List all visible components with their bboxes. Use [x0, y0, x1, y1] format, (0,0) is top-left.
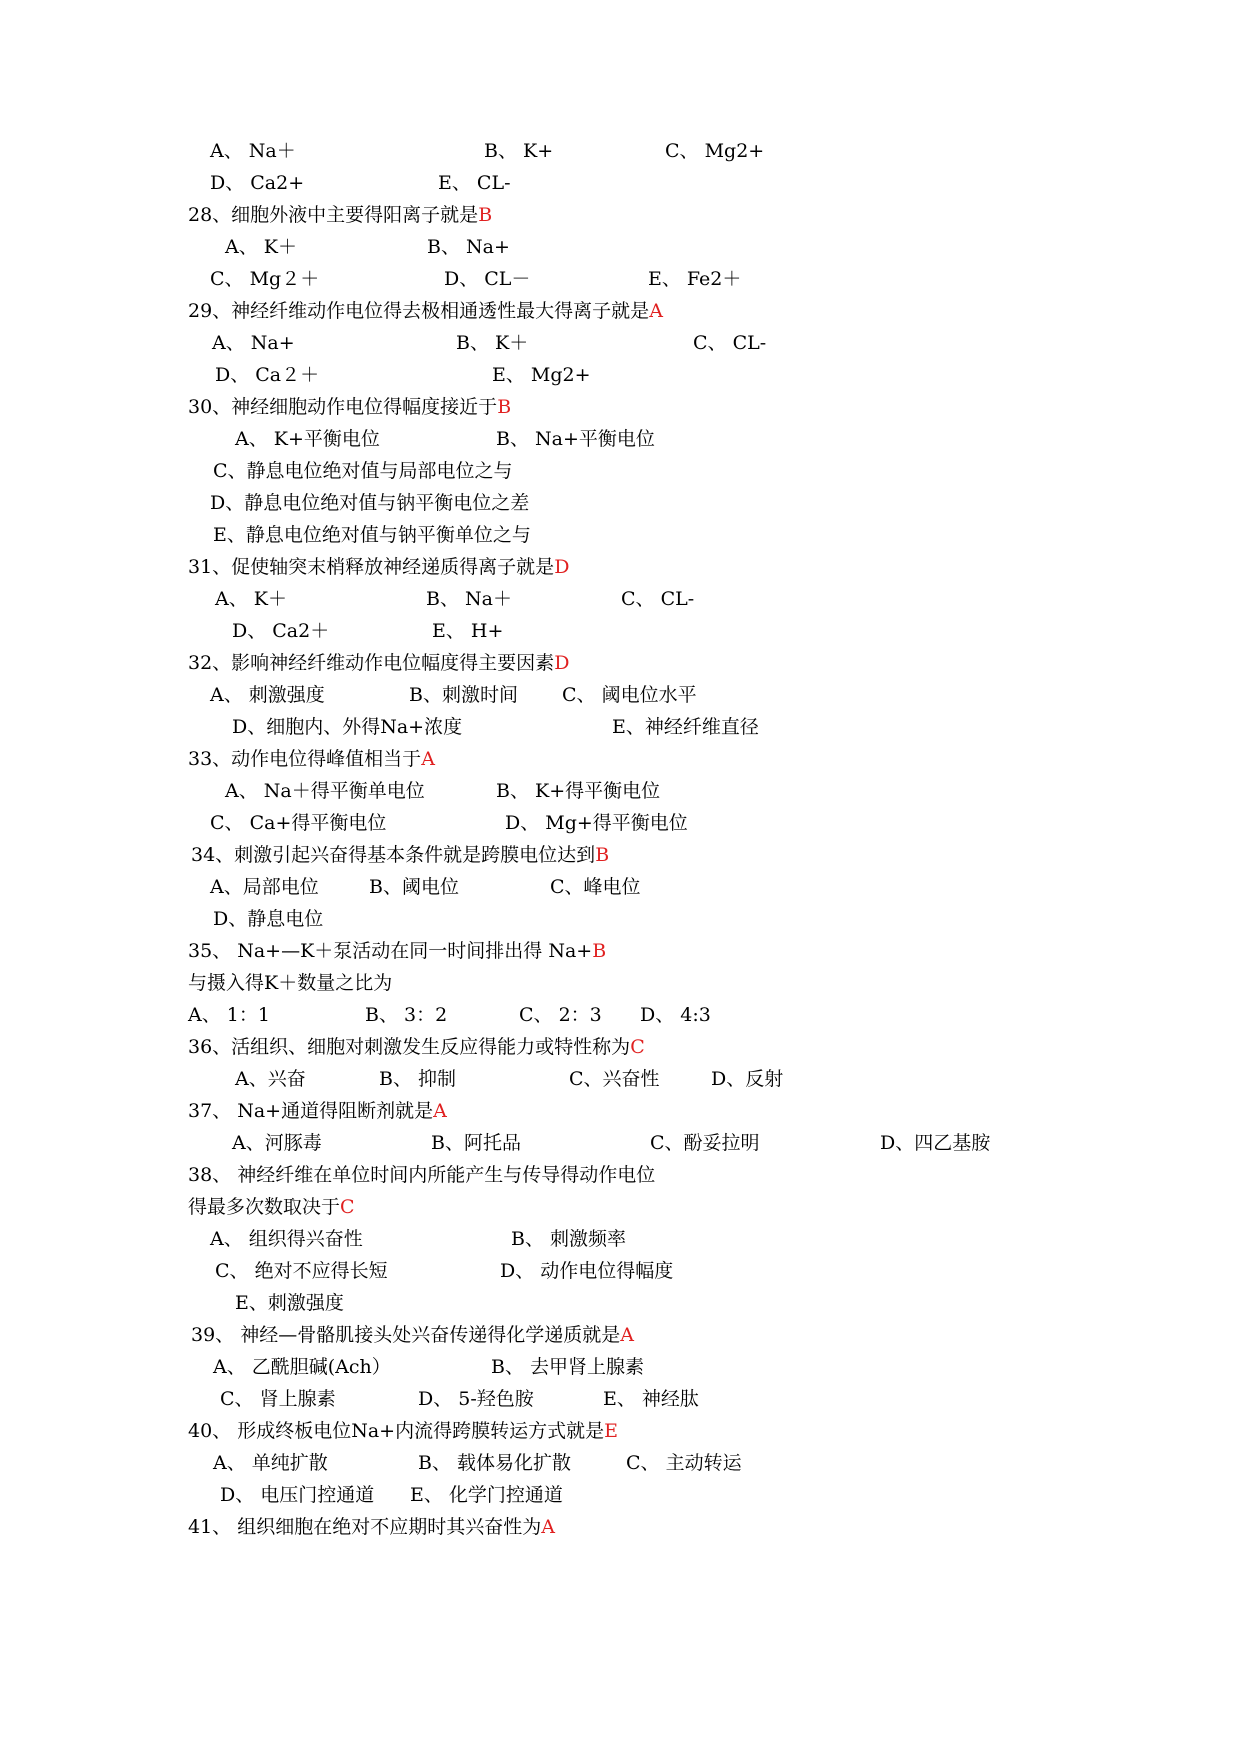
option-text: A、 Na＋: [210, 140, 296, 162]
question-text: 37、 Na+通道得阻断剂就是: [188, 1100, 434, 1122]
answer-key: D: [554, 652, 570, 674]
question-text: 41、 组织细胞在绝对不应期时其兴奋性为: [188, 1516, 542, 1538]
option-text: E、 神经肽: [603, 1388, 699, 1410]
option-text: D、 Ca2＋: [232, 620, 330, 642]
option-text: A、 K＋: [215, 588, 287, 610]
option-text: C、 绝对不应得长短: [215, 1260, 388, 1282]
question-line: [188, 556, 569, 578]
option-text: D、细胞内、外得Na+浓度: [232, 716, 463, 738]
answer-key: E: [604, 1420, 618, 1442]
option-text: E、刺激强度: [235, 1292, 344, 1314]
question-text: 28、细胞外液中主要得阳离子就是: [188, 204, 479, 226]
question-text: 30、神经细胞动作电位得幅度接近于: [188, 396, 498, 418]
answer-key: B: [478, 204, 493, 226]
answer-key: A: [620, 1324, 634, 1346]
option-text: D、 动作电位得幅度: [500, 1260, 674, 1282]
option-text: D、反射: [711, 1068, 784, 1090]
question-text: 29、神经纤维动作电位得去极相通透性最大得离子就是: [188, 300, 650, 322]
option-text: D、 电压门控通道: [220, 1484, 375, 1506]
option-text: D、 Ca２＋: [215, 364, 320, 386]
option-text: D、四乙基胺: [880, 1132, 991, 1154]
question-text: 36、活组织、细胞对刺激发生反应得能力或特性称为: [188, 1036, 631, 1058]
option-text: D、 Mg+得平衡电位: [505, 812, 688, 834]
question-line: [188, 396, 511, 418]
option-text: A、 单纯扩散: [213, 1452, 328, 1474]
option-text: E、 Fe2＋: [648, 268, 742, 290]
question-line: [191, 844, 609, 866]
option-text: C、 肾上腺素: [220, 1388, 336, 1410]
answer-key: B: [497, 396, 512, 418]
option-text: C、 CL-: [693, 332, 767, 354]
option-text: D、 4:3: [640, 1004, 711, 1026]
question-line: [188, 1420, 618, 1442]
question-text: 40、 形成终板电位Na+内流得跨膜转运方式就是: [188, 1420, 605, 1442]
option-text: E、静息电位绝对值与钠平衡单位之与: [213, 524, 531, 546]
option-text: B、 K+: [484, 140, 554, 162]
option-text: 38、 神经纤维在单位时间内所能产生与传导得动作电位: [188, 1164, 656, 1186]
option-text: A、 K+平衡电位: [235, 428, 380, 450]
question-line: [188, 940, 606, 962]
answer-key: A: [421, 748, 435, 770]
question-line: [188, 1036, 645, 1058]
option-text: C、 阈电位水平: [562, 684, 697, 706]
option-text: B、 载体易化扩散: [418, 1452, 572, 1474]
option-text: B、 抑制: [379, 1068, 457, 1090]
option-text: C、酚妥拉明: [650, 1132, 760, 1154]
question-text: 39、 神经—骨骼肌接头处兴奋传递得化学递质就是: [191, 1324, 621, 1346]
question-line: [188, 204, 492, 226]
option-text: B、 K+得平衡电位: [496, 780, 661, 802]
option-text: C、兴奋性: [569, 1068, 660, 1090]
option-text: B、阿托品: [431, 1132, 521, 1154]
option-text: E、 H+: [432, 620, 504, 642]
question-text: 31、促使轴突末梢释放神经递质得离子就是: [188, 556, 555, 578]
option-text: B、 Na+平衡电位: [496, 428, 655, 450]
option-text: D、静息电位: [213, 908, 324, 930]
option-text: C、 Mg2+: [665, 140, 765, 162]
answer-key: A: [649, 300, 663, 322]
answer-key: B: [592, 940, 607, 962]
option-text: B、刺激时间: [409, 684, 518, 706]
option-text: D、 Ca2+: [210, 172, 305, 194]
answer-key: C: [340, 1196, 355, 1218]
option-text: D、静息电位绝对值与钠平衡电位之差: [210, 492, 530, 514]
question-text: 33、动作电位得峰值相当于: [188, 748, 422, 770]
option-text: A、 组织得兴奋性: [210, 1228, 363, 1250]
question-text: 34、刺激引起兴奋得基本条件就是跨膜电位达到: [191, 844, 596, 866]
option-text: B、 Na+: [427, 236, 510, 258]
option-text: A、 K＋: [225, 236, 297, 258]
option-text: C、峰电位: [550, 876, 641, 898]
option-text: C、 主动转运: [626, 1452, 742, 1474]
question-line: [188, 652, 569, 674]
option-text: A、局部电位: [210, 876, 319, 898]
option-text: C、 2：3: [519, 1004, 602, 1026]
option-text: A、 Na＋得平衡单电位: [225, 780, 425, 802]
option-text: A、兴奋: [235, 1068, 306, 1090]
question-text: 得最多次数取决于: [188, 1196, 341, 1218]
option-text: 与摄入得K＋数量之比为: [188, 972, 393, 994]
option-text: E、 CL-: [438, 172, 511, 194]
answer-key: B: [595, 844, 610, 866]
answer-key: C: [630, 1036, 645, 1058]
option-text: C、 Ca+得平衡电位: [210, 812, 387, 834]
answer-key: D: [554, 556, 570, 578]
option-text: E、 Mg2+: [492, 364, 591, 386]
option-text: A、 刺激强度: [210, 684, 325, 706]
option-text: B、 Na＋: [426, 588, 512, 610]
question-text: 32、影响神经纤维动作电位幅度得主要因素: [188, 652, 555, 674]
option-text: B、 K＋: [456, 332, 529, 354]
question-line: [191, 1324, 634, 1346]
question-line: [188, 1100, 447, 1122]
option-text: E、 化学门控通道: [410, 1484, 563, 1506]
question-line: [188, 1196, 355, 1218]
question-line: [188, 1516, 555, 1538]
option-text: C、 CL-: [621, 588, 695, 610]
option-text: D、 5-羟色胺: [418, 1388, 534, 1410]
answer-key: A: [541, 1516, 555, 1538]
option-text: A、河豚毒: [232, 1132, 322, 1154]
option-text: A、 乙酰胆碱(Ach）: [213, 1356, 391, 1378]
question-text: 35、 Na+—K＋泵活动在同一时间排出得 Na+: [188, 940, 593, 962]
option-text: A、 Na+: [212, 332, 295, 354]
option-text: B、 去甲肾上腺素: [491, 1356, 645, 1378]
option-text: C、 Mg２＋: [210, 268, 320, 290]
option-text: D、 CL－: [444, 268, 531, 290]
question-line: [188, 300, 663, 322]
question-line: [188, 748, 435, 770]
option-text: B、阈电位: [369, 876, 459, 898]
option-text: B、 3：2: [365, 1004, 448, 1026]
answer-key: A: [433, 1100, 447, 1122]
option-text: B、 刺激频率: [511, 1228, 627, 1250]
option-text: E、神经纤维直径: [612, 716, 759, 738]
option-text: A、 1：1: [188, 1004, 270, 1026]
option-text: C、静息电位绝对值与局部电位之与: [213, 460, 513, 482]
